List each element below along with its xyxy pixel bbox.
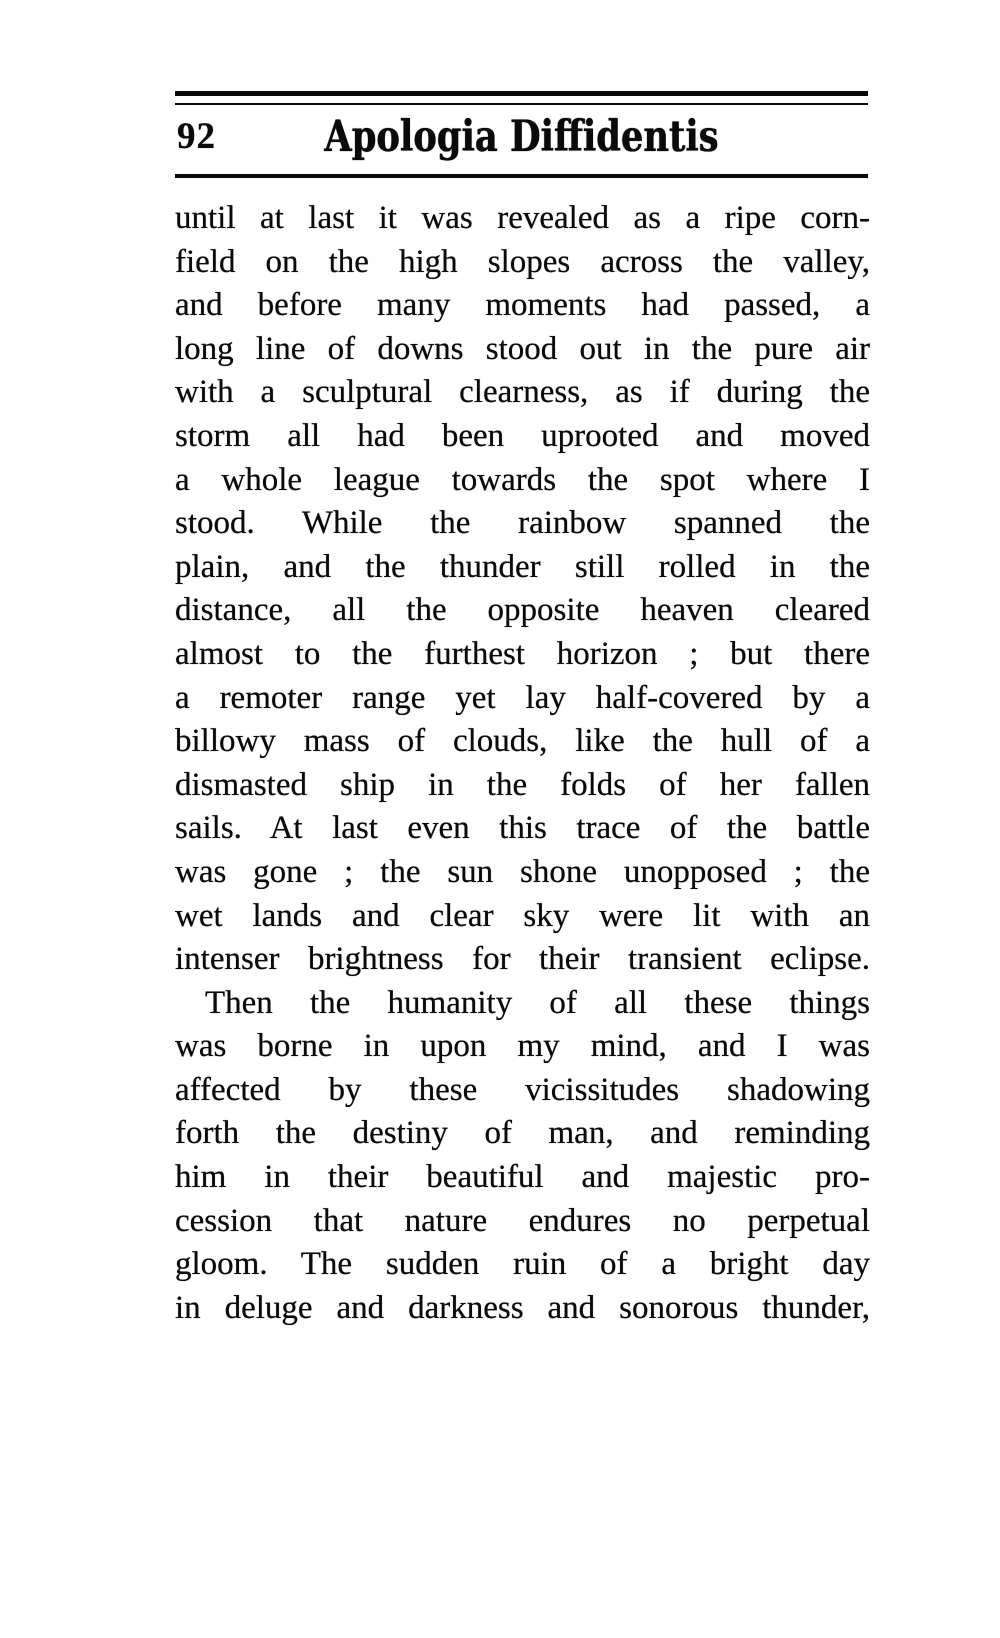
text-line: storm all had been uprooted and moved xyxy=(175,417,870,454)
text-line: and before many moments had passed, a xyxy=(175,287,870,324)
text-line: almost to the furthest horizon ; but there xyxy=(175,635,870,672)
text-line: a remoter range yet lay half-covered by a xyxy=(175,679,870,716)
text-line: forth the destiny of man, and reminding xyxy=(175,1115,870,1152)
text-line: billowy mass of clouds, like the hull of a xyxy=(175,723,870,760)
text-line: in deluge and darkness and sonorous thunder, xyxy=(175,1289,870,1326)
text-line: dismasted ship in the folds of her fallen xyxy=(175,766,870,803)
text-line: affected by these vicissitudes shadowing xyxy=(175,1071,870,1108)
text-line: him in their beautiful and majestic pro- xyxy=(175,1159,870,1196)
running-head-title: Apologia Diffidentis xyxy=(324,112,719,162)
text-line: long line of downs stood out in the pure air xyxy=(175,330,870,367)
text-line: wet lands and clear sky were lit with an xyxy=(175,897,870,934)
running-head xyxy=(175,106,868,170)
text-line: plain, and the thunder still rolled in the xyxy=(175,548,870,585)
text-line: field on the high slopes across the valley, xyxy=(175,243,870,280)
text-line: with a sculptural clearness, as if during the xyxy=(175,374,870,411)
header-rule-top-thick xyxy=(175,91,868,96)
page-number: 92 xyxy=(177,116,216,157)
text-line: a whole league towards the spot where I xyxy=(175,461,870,498)
text-line: cession that nature endures no perpetual xyxy=(175,1202,870,1239)
text-line: was gone ; the sun shone unopposed ; the xyxy=(175,853,870,890)
text-line: intenser brightness for their transient eclipse. xyxy=(175,941,870,978)
text-line: gloom. The sudden ruin of a bright day xyxy=(175,1246,870,1283)
text-line: sails. At last even this trace of the battle xyxy=(175,810,870,847)
text-line: distance, all the opposite heaven cleared xyxy=(175,592,870,629)
page-body xyxy=(175,197,870,1330)
text-line: was borne in upon my mind, and I was xyxy=(175,1028,870,1065)
text-line: until at last it was revealed as a ripe corn- xyxy=(175,200,870,236)
header-rule-bottom xyxy=(175,174,868,178)
header-rule-top-thin xyxy=(175,103,868,105)
text-line: stood. While the rainbow spanned the xyxy=(175,505,870,542)
text-line-paragraph-start: Then the humanity of all these things xyxy=(205,984,870,1021)
